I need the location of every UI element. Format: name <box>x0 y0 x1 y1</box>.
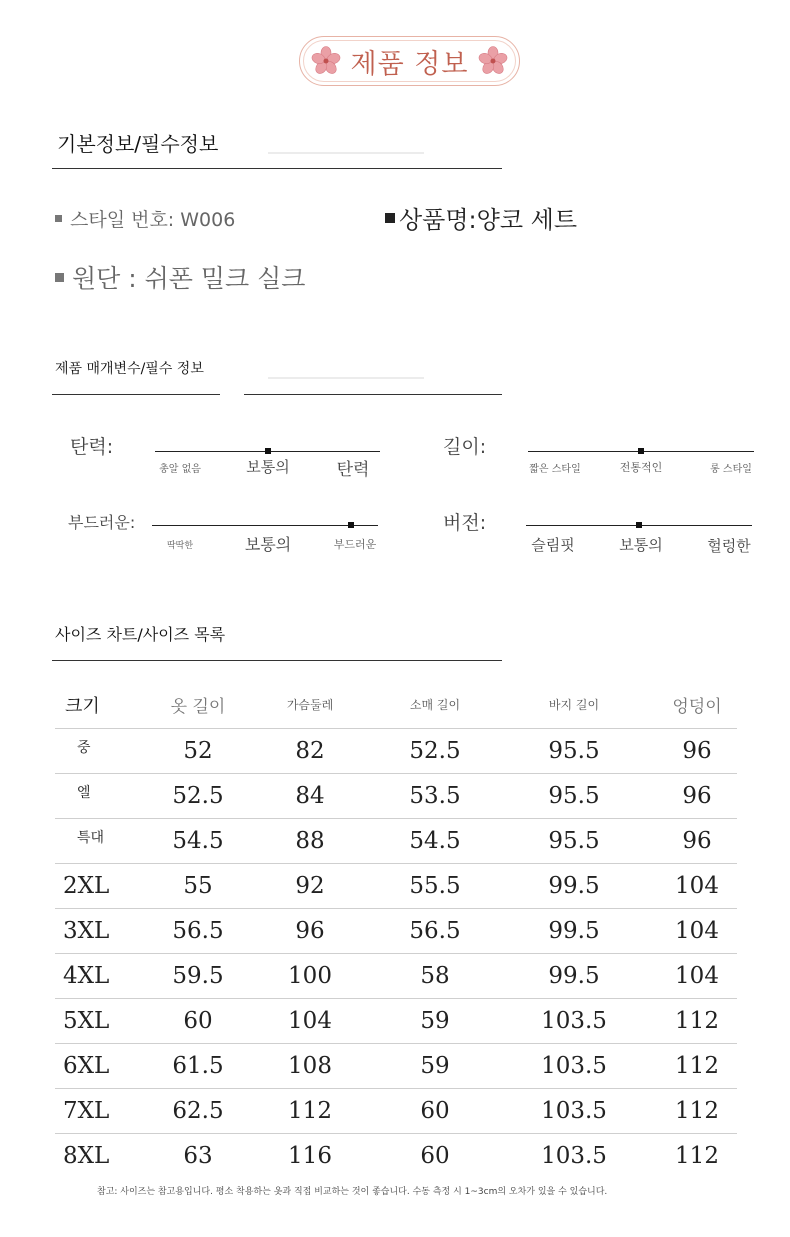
measure-cell: 112 <box>657 998 737 1043</box>
measure-cell: 96 <box>657 728 737 773</box>
elasticity-tick-low: 총알 없음 <box>159 464 201 475</box>
length-tick-high: 롱 스타일 <box>710 464 752 475</box>
measure-cell: 62.5 <box>155 1088 241 1133</box>
measure-cell: 59 <box>379 1043 491 1088</box>
product-name <box>385 200 577 235</box>
table-row <box>55 1043 737 1088</box>
table-row <box>55 1088 737 1133</box>
measure-cell: 60 <box>379 1088 491 1133</box>
basic-info-title: 기본정보/필수정보 <box>57 132 219 156</box>
section-divider <box>52 660 502 661</box>
softness-tick-low: 딱딱한 <box>166 541 194 551</box>
version-tick-high: 헐렁한 <box>707 537 751 555</box>
measure-cell: 59 <box>379 998 491 1043</box>
version-tick-low: 슬림핏 <box>531 536 575 554</box>
version-marker <box>636 522 642 528</box>
table-row <box>55 908 737 953</box>
size-table <box>55 682 737 1178</box>
params-title: 제품 매개변수/필수 정보 <box>55 361 204 377</box>
size-cell: 7XL <box>55 1088 155 1133</box>
style-number-text: 스타일 번호: W006 <box>70 209 236 231</box>
measure-cell: 56.5 <box>379 908 491 953</box>
measure-cell: 108 <box>241 1043 379 1088</box>
length-tick-low: 짧은 스타일 <box>529 464 581 475</box>
square-bullet-icon <box>385 213 395 223</box>
elasticity-tick-high: 탄력 <box>336 460 370 480</box>
measure-cell: 96 <box>241 908 379 953</box>
measure-cell: 52.5 <box>155 773 241 818</box>
header-hip: 엉덩이 <box>672 697 722 718</box>
measure-cell: 99.5 <box>491 863 657 908</box>
section-divider <box>52 168 502 169</box>
measure-cell: 59.5 <box>155 953 241 998</box>
section-divider <box>52 394 220 395</box>
elasticity-marker <box>265 448 271 454</box>
softness-tick-mid: 보통의 <box>244 535 292 554</box>
fabric-text: 원단 : 쉬폰 밀크 실크 <box>72 264 306 293</box>
measure-cell: 88 <box>241 818 379 863</box>
size-note: 참고: 사이즈는 참고용입니다. 평소 착용하는 옷과 직접 비교하는 것이 좋습니다. 수동 측정 시 1~3cm의 오차가 있을 수 있습니다. <box>97 1187 608 1197</box>
measure-cell: 58 <box>379 953 491 998</box>
measure-cell: 103.5 <box>491 1133 657 1178</box>
table-row <box>55 818 737 863</box>
size-table-header <box>55 682 737 728</box>
measure-cell: 95.5 <box>491 728 657 773</box>
header-pants: 바지 길이 <box>548 698 600 713</box>
square-bullet-icon <box>55 273 64 282</box>
size-cell: 6XL <box>55 1043 155 1088</box>
length-label: 길이: <box>443 436 487 458</box>
length-marker <box>638 448 644 454</box>
measure-cell: 54.5 <box>155 818 241 863</box>
measure-cell: 112 <box>657 1133 737 1178</box>
size-cell: 8XL <box>55 1133 155 1178</box>
measure-cell: 61.5 <box>155 1043 241 1088</box>
measure-cell: 103.5 <box>491 1043 657 1088</box>
style-number <box>55 205 235 232</box>
softness-label: 부드러운: <box>68 513 136 532</box>
measure-cell: 96 <box>657 773 737 818</box>
table-row <box>55 1133 737 1178</box>
faded-divider <box>268 152 424 154</box>
measure-cell: 84 <box>241 773 379 818</box>
measure-cell: 103.5 <box>491 1088 657 1133</box>
table-row <box>55 728 737 773</box>
size-cell: 2XL <box>55 863 155 908</box>
size-cell: 엘 <box>55 773 155 818</box>
measure-cell: 104 <box>657 863 737 908</box>
elasticity-label: 탄력: <box>70 436 114 458</box>
measure-cell: 103.5 <box>491 998 657 1043</box>
size-chart-title: 사이즈 차트/사이즈 목록 <box>55 625 226 644</box>
measure-cell: 82 <box>241 728 379 773</box>
size-cell: 4XL <box>55 953 155 998</box>
title-banner <box>299 36 520 86</box>
product-name-text: 상품명:양코 세트 <box>399 206 578 234</box>
header-size: 크기 <box>65 695 100 717</box>
measure-cell: 112 <box>657 1043 737 1088</box>
banner-title: 제품 정보 <box>350 48 469 80</box>
size-cell: 특대 <box>55 818 155 863</box>
elasticity-tick-mid: 보통의 <box>246 458 290 476</box>
faded-divider <box>268 377 424 379</box>
measure-cell: 54.5 <box>379 818 491 863</box>
size-cell: 중 <box>55 728 155 773</box>
measure-cell: 63 <box>155 1133 241 1178</box>
measure-cell: 112 <box>657 1088 737 1133</box>
measure-cell: 104 <box>657 953 737 998</box>
measure-cell: 104 <box>241 998 379 1043</box>
length-tick-mid: 전통적인 <box>619 461 663 474</box>
header-chest: 가슴둘레 <box>286 698 334 713</box>
measure-cell: 53.5 <box>379 773 491 818</box>
version-label: 버전: <box>443 512 487 534</box>
softness-tick-high: 부드러운 <box>333 538 377 551</box>
cherry-blossom-icon <box>478 46 508 76</box>
measure-cell: 95.5 <box>491 818 657 863</box>
cherry-blossom-icon <box>311 46 341 76</box>
measure-cell: 56.5 <box>155 908 241 953</box>
measure-cell: 100 <box>241 953 379 998</box>
section-divider <box>244 394 502 395</box>
table-row <box>55 998 737 1043</box>
measure-cell: 52 <box>155 728 241 773</box>
square-bullet-icon <box>55 215 62 222</box>
measure-cell: 96 <box>657 818 737 863</box>
version-tick-mid: 보통의 <box>619 536 663 554</box>
header-length: 옷 길이 <box>170 697 226 718</box>
measure-cell: 112 <box>241 1088 379 1133</box>
table-row <box>55 863 737 908</box>
header-sleeve: 소매 길이 <box>409 698 461 713</box>
measure-cell: 55.5 <box>379 863 491 908</box>
measure-cell: 99.5 <box>491 908 657 953</box>
table-row <box>55 773 737 818</box>
measure-cell: 60 <box>379 1133 491 1178</box>
softness-marker <box>348 522 354 528</box>
fabric <box>55 259 305 295</box>
measure-cell: 92 <box>241 863 379 908</box>
measure-cell: 95.5 <box>491 773 657 818</box>
measure-cell: 99.5 <box>491 953 657 998</box>
size-cell: 3XL <box>55 908 155 953</box>
measure-cell: 116 <box>241 1133 379 1178</box>
softness-scale <box>152 525 378 526</box>
measure-cell: 55 <box>155 863 241 908</box>
measure-cell: 52.5 <box>379 728 491 773</box>
size-cell: 5XL <box>55 998 155 1043</box>
measure-cell: 60 <box>155 998 241 1043</box>
table-row <box>55 953 737 998</box>
measure-cell: 104 <box>657 908 737 953</box>
